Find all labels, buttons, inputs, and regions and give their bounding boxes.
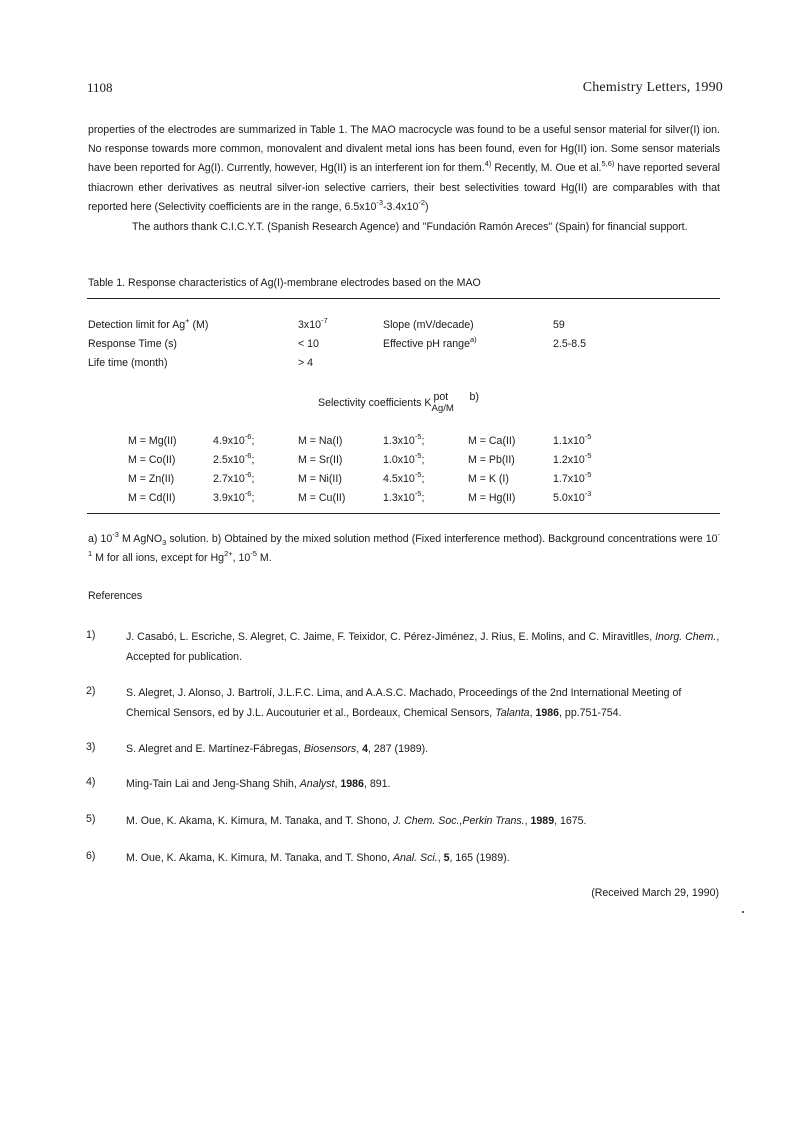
prop-label-response-time: Response Time (s)	[88, 338, 177, 350]
journal-name: Analyst	[299, 778, 335, 790]
journal-name: J. Chem. Soc.,Perkin Trans.	[392, 815, 525, 827]
table-bottom-rule	[87, 513, 720, 514]
selectivity-value: $1.0x10^{-5}$;	[383, 451, 425, 466]
selectivity-value: $3.9x10^{-6}$;	[213, 489, 255, 504]
selectivity-ion: M = Ca(II)	[468, 435, 516, 447]
body-paragraph-1	[88, 121, 720, 217]
selectivity-ion: M = Ni(II)	[298, 473, 342, 485]
selectivity-value: $2.7x10^{-6}$;	[213, 470, 255, 485]
ref-item-2: S. Alegret, J. Alonso, J. Bartrolí, J.L.F.C. Lima, and A.A.S.C. Machado, Proceedings of the 2nd International Meeting of Chemical Sensors, ed by J.L. Aucouturier et al., Bordeaux, Chemical Sensors, Talanta, 1986, pp.751-754.	[126, 687, 682, 719]
journal-header: Chemistry Letters, 1990	[582, 80, 723, 95]
selectivity-ion: M = Na(I)	[298, 435, 343, 447]
acknowledgement-paragraph: The authors thank C.I.C.Y.T. (Spanish Research Agence) and "Fundación Ramón Areces" (Spain) for financial support.	[132, 221, 688, 233]
ref-volume: 4	[362, 743, 369, 755]
paragraph-text: properties of the electrodes are summarized in Table 1. The MAO macrocycle was found to be a useful sensor material for silver(I) ion. No response towards more common, monovalent and divalent metal ions has been found, even for Hg(II) ion. Some sensor materials have been reported for Ag(I). Currently, however, Hg(II) is an interferent ion for them.	[88, 124, 720, 175]
footnote-marker: b)	[469, 391, 479, 403]
prop-label-life-time: Life time (month)	[88, 357, 168, 369]
selectivity-value: $1.3x10^{-5}$;	[383, 432, 425, 447]
selectivity-ion: M = Mg(II)	[128, 435, 177, 447]
paragraph-text: -3.4x10	[383, 200, 419, 213]
prop-value-detection-limit: $3x10^{-7}$	[298, 316, 328, 331]
table-footnote: a) $10^{-3}$ M AgNO$_3$ solution. b) Obtained by the mixed solution method (Fixed interference method). Background concentrations were $10^{-1}$ M for all ions, except for $Hg^{2+}$, $10^{-5}$ M.	[88, 530, 720, 565]
selectivity-value: $5.0x10^{-3}$	[553, 489, 592, 504]
ref-year: 1986	[535, 707, 560, 719]
selectivity-value: $4.9x10^{-6}$;	[213, 432, 255, 447]
journal-name: Anal. Sci.	[392, 852, 438, 864]
ref-number: 4)	[86, 776, 96, 788]
ref-item-1: J. Casabó, L. Escriche, S. Alegret, C. Jaime, F. Teixidor, C. Pérez-Jiménez, J. Rius, E. Molins, and C. Miravitlles, Inorg. Chem., Accepted for publication.	[126, 631, 720, 663]
selectivity-ion: M = Co(II)	[128, 454, 176, 466]
selectivity-value: $1.1x10^{-5}$	[553, 432, 592, 447]
received-date: (Received March 29, 1990)	[591, 887, 719, 899]
prop-label-slope: Slope (mV/decade)	[383, 319, 474, 331]
ref-number: 3)	[86, 741, 96, 753]
paragraph-text: have reported several thiacrown ether derivatives as neutral silver-ion selective carriers, their best selectivities toward Hg(II) are comparables with that reported here (Selectivity coefficients are in the range, 6.5x10	[88, 162, 720, 213]
scan-speck	[742, 911, 744, 913]
exponent: -3	[376, 197, 384, 207]
subscript-ag-m: Ag/M	[431, 403, 454, 414]
superscript-pot: pot	[433, 391, 449, 403]
table-top-rule	[87, 298, 720, 299]
selectivity-value: $1.7x10^{-5}$	[553, 470, 592, 485]
ref-item-5: M. Oue, K. Akama, K. Kimura, M. Tanaka, and T. Shono, J. Chem. Soc.,Perkin Trans., 1989, 1675.	[126, 815, 587, 827]
paragraph-text: )	[425, 200, 429, 213]
prop-value-life-time: > 4	[298, 357, 314, 369]
selectivity-ion: M = Cu(II)	[298, 492, 346, 504]
selectivity-ion: M = Pb(II)	[468, 454, 515, 466]
exponent: -2	[418, 197, 426, 207]
ref-item-3: S. Alegret and E. Martínez-Fábregas, Biosensors, 4, 287 (1989).	[126, 743, 429, 755]
journal-name: Inorg. Chem.	[655, 631, 717, 643]
prop-value-slope: 59	[553, 319, 565, 331]
selectivity-value: $1.3x10^{-5}$;	[383, 489, 425, 504]
ref-volume: 5	[443, 852, 450, 864]
selectivity-ion: M = Zn(II)	[128, 473, 175, 485]
selectivity-ion: M = Cd(II)	[128, 492, 176, 504]
paragraph-text: Recently, M. Oue et al.	[491, 162, 602, 175]
references-heading: References	[88, 590, 143, 602]
selectivity-value: $4.5x10^{-5}$;	[383, 470, 425, 485]
selectivity-ion: M = K (I)	[468, 473, 509, 485]
prop-value-ph-range: 2.5-8.5	[553, 338, 586, 350]
ref-year: 1989	[530, 815, 555, 827]
prop-label-ph-range: Effective pH range$^{a)}$	[383, 335, 477, 350]
journal-name: Talanta	[495, 707, 530, 719]
selectivity-ion: M = Hg(II)	[468, 492, 516, 504]
selectivity-ion: M = Sr(II)	[298, 454, 343, 466]
citation-marker: 5,6)	[601, 159, 615, 169]
citation-marker: 4)	[484, 159, 492, 169]
selectivity-value: $2.5x10^{-6}$;	[213, 451, 255, 466]
ref-item-4: Ming-Tain Lai and Jeng-Shang Shih, Analyst, 1986, 891.	[126, 778, 391, 790]
ref-item-6: M. Oue, K. Akama, K. Kimura, M. Tanaka, and T. Shono, Anal. Sci., 5, 165 (1989).	[126, 852, 510, 864]
ref-number: 6)	[86, 850, 96, 862]
table-caption: Table 1. Response characteristics of Ag(I)-membrane electrodes based on the MAO	[88, 277, 481, 289]
selectivity-heading: Selectivity coefficients K pot Ag/M b)	[318, 391, 479, 414]
ref-year: 1986	[340, 778, 364, 790]
selectivity-value: $1.2x10^{-5}$	[553, 451, 592, 466]
page-number: 1108	[87, 80, 113, 95]
ref-number: 1)	[86, 629, 96, 641]
ref-number: 2)	[86, 685, 96, 697]
prop-value-response-time: < 10	[298, 338, 319, 350]
journal-name: Biosensors	[303, 743, 357, 755]
prop-label-detection-limit: Detection limit for Ag+ (M)	[88, 316, 209, 331]
ref-number: 5)	[86, 813, 96, 825]
